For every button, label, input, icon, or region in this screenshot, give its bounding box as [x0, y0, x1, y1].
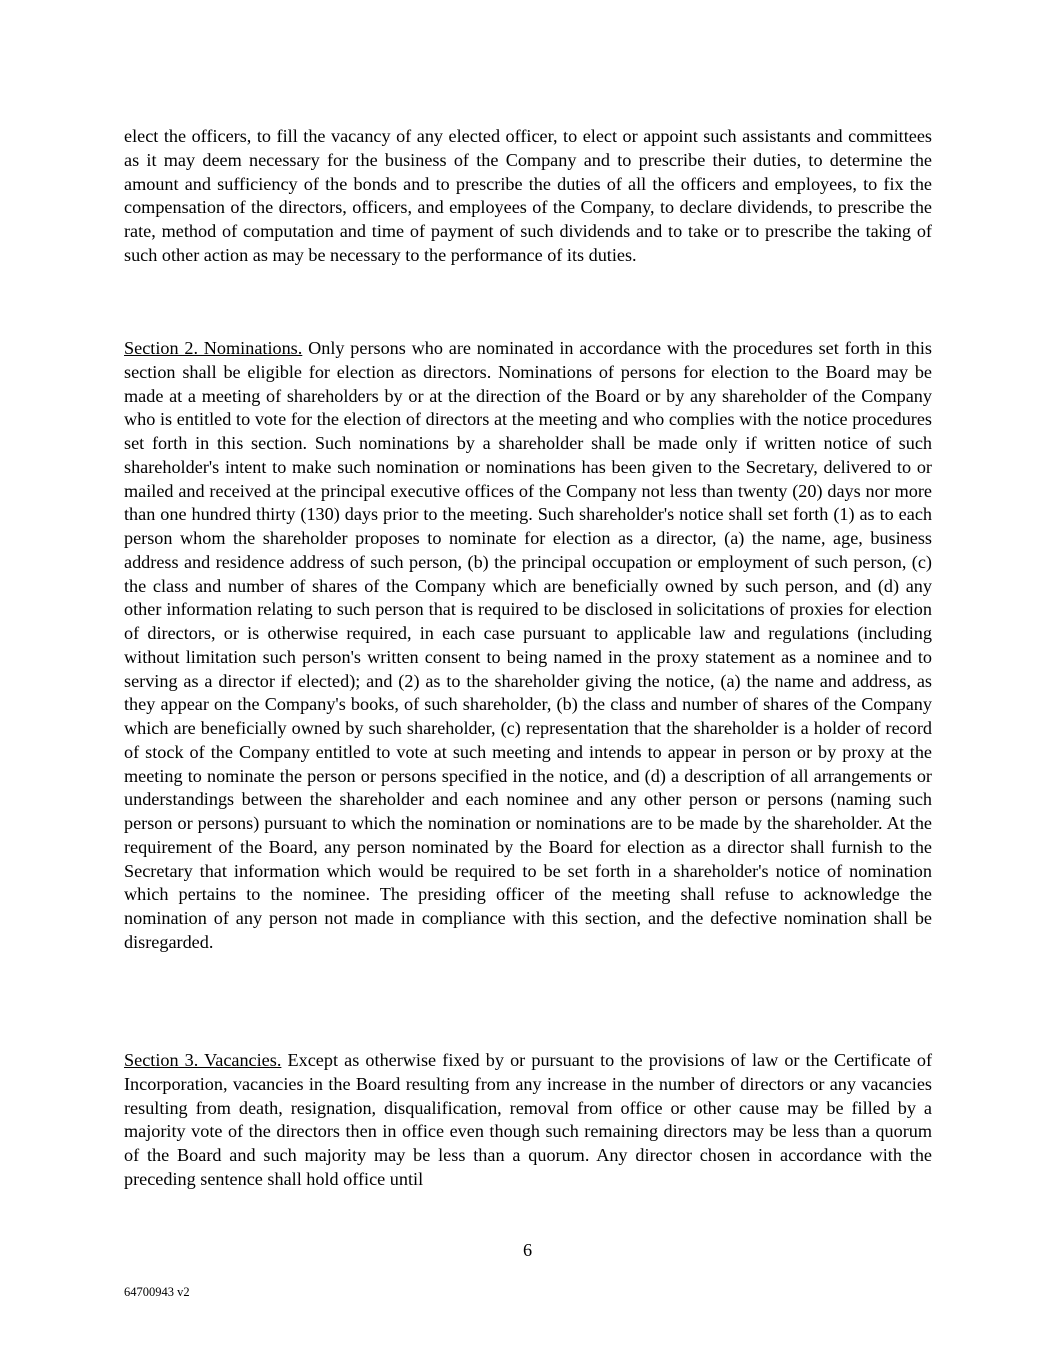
section-3-vacancies	[124, 1049, 932, 1192]
section-2-body: Only persons who are nominated in accordance with the procedures set forth in this section shall be eligible for election as directors. Nominations of persons for election to the Board may be made at a meeting of shareholders by or at the direction of the Board or by any shareholder of the Company who is entitled to vote for the election of directors at the meeting and who complies with the notice procedures set forth in this section. Such nominations by a shareholder shall be made only if written notice of such shareholder's intent to make such nomination or nominations has been given to the Secretary, delivered to or mailed and received at the principal executive offices of the Company not less than twenty (20) days nor more than one hundred thirty (130) days prior to the meeting. Such shareholder's notice shall set forth (1) as to each person whom the shareholder proposes to nominate for election as a director, (a) the name, age, business address and residence address of such person, (b) the principal occupation or employment of such person, (c) the class and number of shares of the Company which are beneficially owned by such person, and (d) any other information relating to such person that is required to be disclosed in solicitations of proxies for election of directors, or is otherwise required, in each case pursuant to applicable law and regulations (including without limitation such person's written consent to being named in the proxy statement as a nominee and to serving as a director if elected); and (2) as to the shareholder giving the notice, (a) the name and address, as they appear on the Company's books, of such shareholder, (b) the class and number of shares of the Company which are beneficially owned by such shareholder, (c) representation that the shareholder is a holder of record of stock of the Company entitled to vote at such meeting and intends to appear in person or by proxy at the meeting to nominate the person or persons specified in the notice, and (d) a description of all arrangements or understandings between the shareholder and each nominee and any other person or persons (naming such person or persons) pursuant to which the nomination or nominations are to be made by the shareholder. At the requirement of the Board, any person nominated by the Board for election as a director shall furnish to the Secretary that information which would be required to be set forth in a shareholder's notice of nomination which pertains to the nominee. The presiding officer of the meeting shall refuse to acknowledge the nomination of any person not made in compliance with this section, and the defective nomination shall be disregarded.	[124, 338, 932, 952]
section-3-heading: Section 3. Vacancies.	[124, 1050, 282, 1070]
paragraph-officers-duties: elect the officers, to fill the vacancy of any elected officer, to elect or appoint such assistants and committees as it may deem necessary for the business of the Company and to prescribe their duties, to determine the amount and sufficiency of the bonds and to prescribe the duties of all the officers and employees, to fix the compensation of the directors, officers, and employees of the Company, to declare dividends, to prescribe the rate, method of computation and time of payment of such dividends and to take or to prescribe the taking of such other action as may be necessary to the performance of its duties.	[124, 126, 932, 265]
page-number: 6	[522, 1240, 533, 1260]
section-2-nominations	[124, 337, 932, 955]
footer-document-id: 64700943 v2	[124, 1285, 190, 1299]
section-2-heading: Section 2. Nominations.	[124, 338, 303, 358]
section-3-body: Except as otherwise fixed by or pursuant to the provisions of law or the Certificate of Incorporation, vacancies in the Board resulting from any increase in the number of directors or any vacancies resulting from death, resignation, disqualification, removal from office or other cause may be filled by a majority vote of the directors then in office even though such remaining directors may be less than a quorum of the Board and such majority may be less than a quorum. Any director chosen in accordance with the preceding sentence shall hold office until	[124, 1050, 932, 1189]
